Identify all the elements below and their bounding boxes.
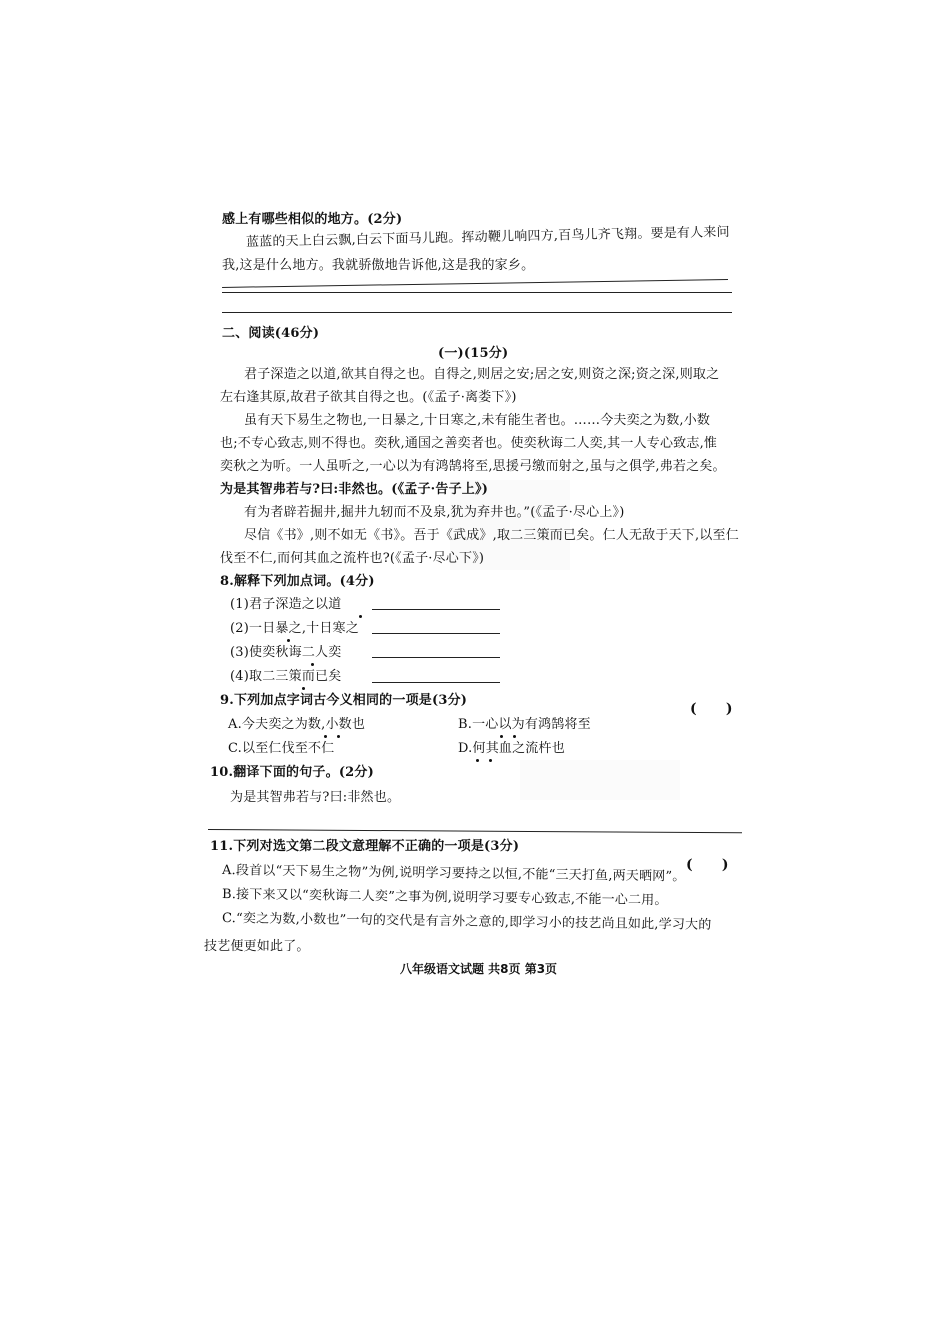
answer-line [222,292,732,293]
answer-blank[interactable] [372,633,500,634]
passage-line: 尽信《书》,则不如无《书》。吾于《武成》,取二三策而已矣。仁人无敌于天下,以至仁 [244,528,739,543]
passage-line: 有为者辟若掘井,掘井九轫而不及泉,犹为弃井也。”(《孟子·尽心上》) [244,505,625,520]
q7-passage-line2: 我,这是什么地方。我就骄傲地告诉他,这是我的家乡。 [222,258,535,273]
q10-stem: 10.翻译下面的句子。(2分) [210,765,374,780]
q8-stem: 8.解释下列加点词。(4分) [220,574,375,589]
passage-line: 君子深造之以道,欲其自得之也。自得之,则居之安;居之安,则资之深;资之深,则取之 [244,367,720,382]
emphasis-dot [337,735,340,738]
emphasis-dot [489,759,492,762]
answer-line [208,829,742,833]
q11-option-c-line1: C.“奕之为数,小数也”一句的交代是有言外之意的,即学习小的技艺尚且如此,学习大的 [221,911,712,933]
q7-passage-line1: 蓝蓝的天上白云飘,白云下面马儿跑。挥动鞭儿响四方,百鸟儿齐飞翔。要是有人来问 [245,224,730,250]
q7-stem: 感上有哪些相似的地方。(2分) [222,212,403,227]
emphasis-dot [513,735,516,738]
passage-line: 伐至不仁,而何其血之流杵也?(《孟子·尽心下》) [220,551,485,566]
passage-line: 奕秋之为听。一人虽听之,一心以为有鸿鹄将至,思援弓缴而射之,虽与之俱学,弗若之矣。 [220,459,726,474]
scan-shadow [520,760,680,800]
emphasis-dot [500,735,503,738]
passage-line: 左右逢其原,故君子欲其自得之也。(《孟子·离娄下》) [220,390,517,405]
sub-section-heading: (一)(15分) [438,346,509,361]
q8-item: (4)取二三策而已矣 [230,669,342,684]
answer-paren[interactable]: ( ) [690,701,733,717]
emphasis-dot [287,639,290,642]
answer-blank[interactable] [372,682,500,683]
answer-blank[interactable] [372,657,500,658]
q9-option-d: D.何其血之流杵也 [458,741,565,756]
emphasis-dot [476,759,479,762]
q11-option-c-line2: 技艺便更如此了。 [204,939,310,954]
q8-item: (1)君子深造之以道 [230,597,342,612]
passage-line: 虽有天下易生之物也,一日暴之,十日寒之,未有能生者也。……今夫奕之为数,小数 [244,413,711,428]
q11-option-a: A.段首以“天下易生之物”为例,说明学习要持之以恒,不能“三天打鱼,两天晒网”。 [221,863,686,885]
emphasis-dot [311,663,314,666]
q10-sentence: 为是其智弗若与?曰:非然也。 [230,790,401,805]
q11-stem: 11.下列对选文第二段文意理解不正确的一项是(3分) [210,839,520,854]
answer-paren[interactable]: ( ) [686,857,729,873]
q8-item: (2)一日暴之,十日寒之 [230,621,359,636]
q8-item: (3)使奕秋诲二人奕 [230,645,342,660]
answer-line [222,312,732,313]
q9-option-a: A.今夫奕之为数,小数也 [228,717,366,732]
q9-stem: 9.下列加点字词古今义相同的一项是(3分) [220,693,468,708]
q9-option-c: C.以至仁伐至不仁 [228,741,335,756]
emphasis-dot [302,687,305,690]
passage-line: 为是其智弗若与?曰:非然也。(《孟子·告子上》) [220,482,489,497]
section-heading: 二、阅读(46分) [222,326,320,341]
answer-blank[interactable] [372,609,500,610]
passage-line: 也;不专心致志,则不得也。奕秋,通国之善奕者也。使奕秋诲二人奕,其一人专心致志,惟 [220,436,718,451]
answer-line [222,279,728,288]
emphasis-dot [324,735,327,738]
emphasis-dot [359,615,362,618]
q11-option-b: B.接下来又以“奕秋诲二人奕”之事为例,说明学习要专心致志,不能一心二用。 [221,887,668,909]
q9-option-b: B.一心以为有鸿鹄将至 [458,717,591,732]
page-footer: 八年级语文试题 共8页 第3页 [400,962,558,976]
